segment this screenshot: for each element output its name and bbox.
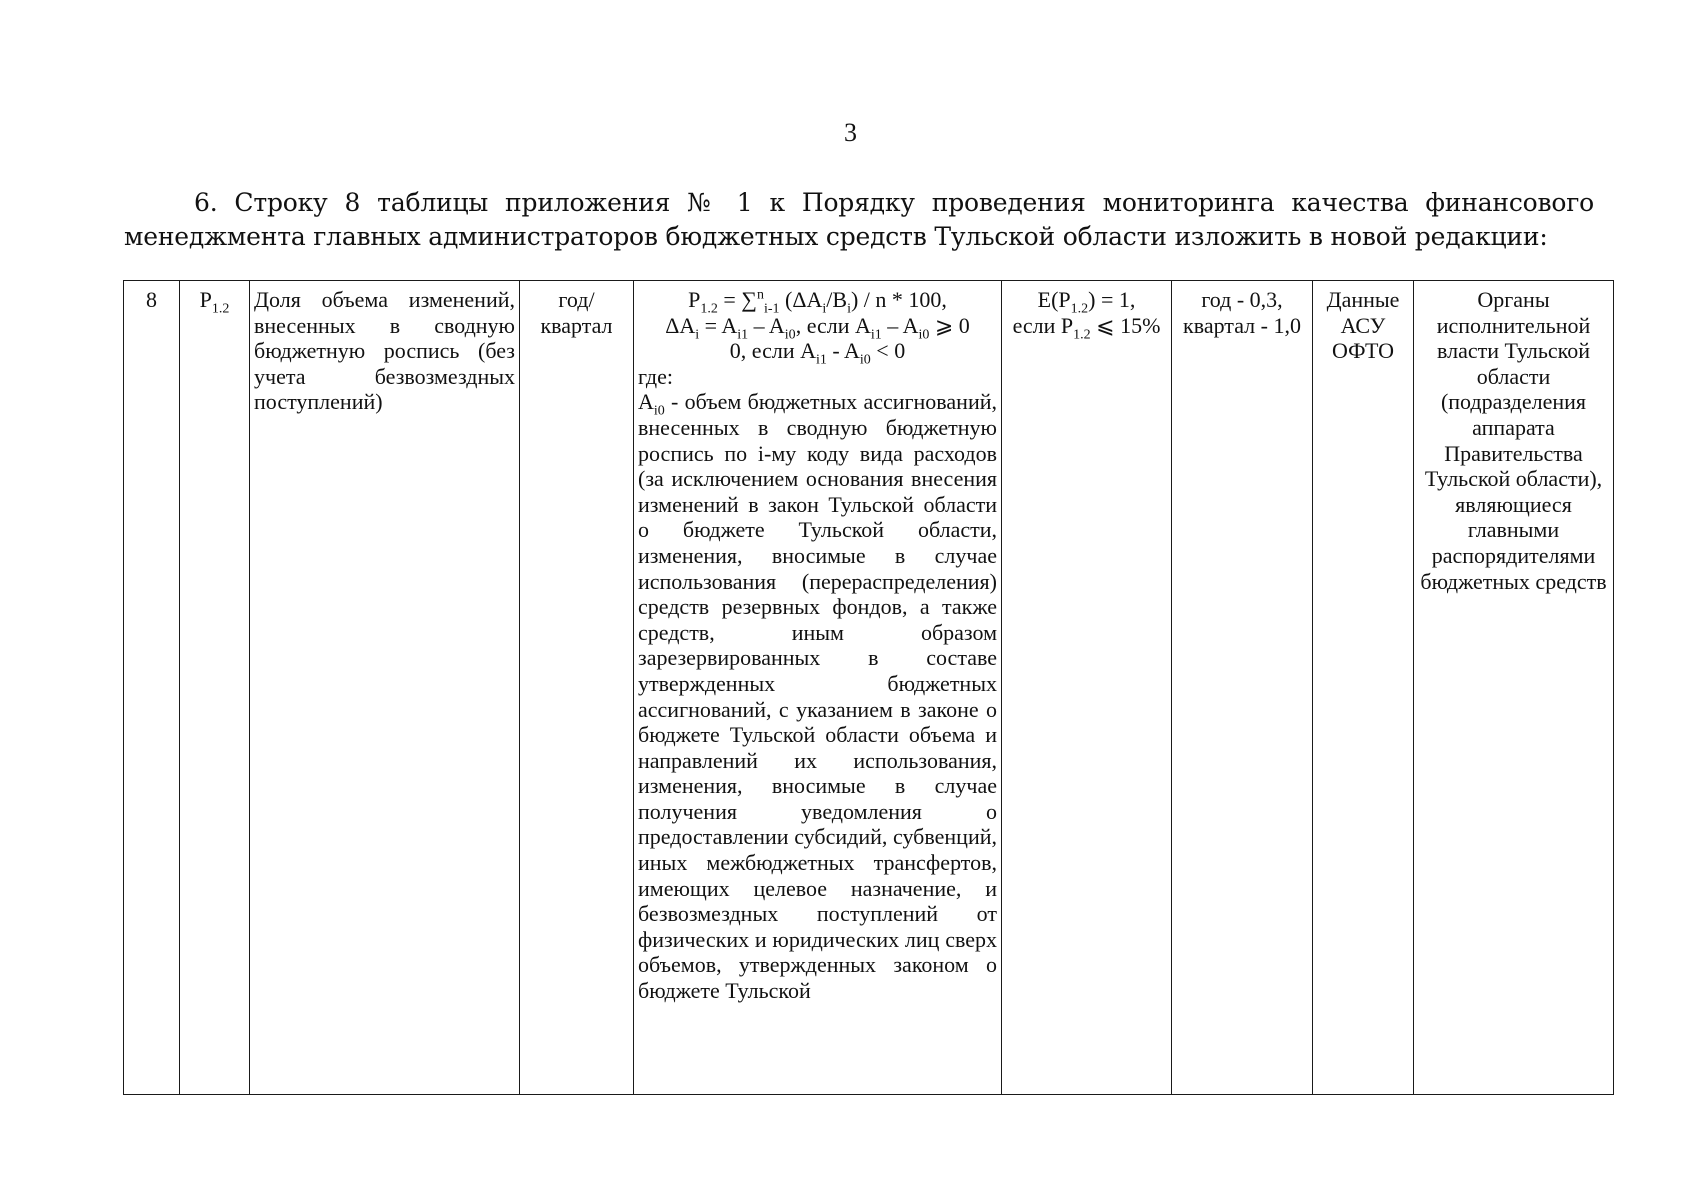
indicator-name: Доля объема изменений, внесенных в сводную бюджетную роспись (без учета безвозмездных поступлений) — [254, 287, 515, 415]
indicator-code-cell — [180, 281, 250, 1095]
formula-cell — [634, 281, 1002, 1095]
data-source-line-3: ОФТО — [1331, 338, 1395, 364]
row-number-cell — [124, 281, 180, 1095]
data-source-line-1: Данные — [1326, 287, 1400, 312]
responsible-bodies: Органы исполнительной власти Тульской области (подразделения аппарата Правительства Тульской области), являющиеся главными распорядителями бюджетных средств — [1420, 287, 1607, 594]
indicator-code: $P_{1.2}$ — [199, 287, 230, 317]
formula-line-3: 0, если $A_{i1} - A_{i0} < 0$ — [729, 338, 906, 368]
intro-paragraph: 6. Строку 8 таблицы приложения № 1 к Порядку проведения мониторинга качества финансового менеджмента главных администраторов бюджетных средств Тульской области изложить в новой редакции: — [124, 188, 1594, 251]
data-source-line-2: АСУ — [1340, 312, 1386, 338]
weight-cell — [1172, 281, 1313, 1095]
estimate-value: $E(P_{1.2}) = 1$, — [1037, 287, 1136, 317]
row-number: 8 — [146, 287, 157, 312]
weight-year: год - 0,3, — [1201, 287, 1283, 312]
data-source-cell — [1313, 281, 1414, 1095]
indicator-table — [123, 280, 1614, 1095]
formula-description: $A_{i0}$ - объем бюджетных ассигнований, внесенных в сводную бюджетную роспись по i-му коду вида расходов (за исключением основания внесения изменений в закон Тульской области о бюджете Тульской области, изменения, вносимые в случае использования (перераспределения) средств резервных фондов, а также средств, иным образом зарезервированных в составе утвержденных бюджетных ассигнований, с указанием в законе о бюджете Тульской области объема и направлений их использования, изменения, вносимые в случае получения уведомления о предоставлении субсидий, субвенций, иных межбюджетных трансфертов, имеющих целевое назначение, и безвозмездных поступлений от физических и юридических лиц сверх объемов, утвержденных законом о бюджете Тульской — [638, 389, 997, 1004]
period-year: год/ — [558, 287, 595, 312]
estimate-cell — [1002, 281, 1172, 1095]
estimate-condition: если $P_{1.2}$ ⩽ 15% — [1012, 312, 1161, 342]
formula-where: где: — [638, 363, 673, 389]
table-row — [124, 281, 1614, 1095]
formula-line-1: $P_{1.2} = \sum^n_{i-1}$ $(\Delta A_i/B_i)$ / n * 100, — [688, 287, 947, 317]
period-cell — [520, 281, 634, 1095]
weight-quarter: квартал - 1,0 — [1183, 312, 1301, 338]
page-number: 3 — [844, 118, 857, 147]
period-quarter: квартал — [540, 312, 613, 338]
responsible-cell — [1414, 281, 1614, 1095]
formula-line-2: $\Delta A_i = A_{i1} - A_{i0}$, если $A_{i1} - A_{i0}$ ⩾ 0 — [665, 312, 970, 342]
indicator-name-cell — [250, 281, 520, 1095]
